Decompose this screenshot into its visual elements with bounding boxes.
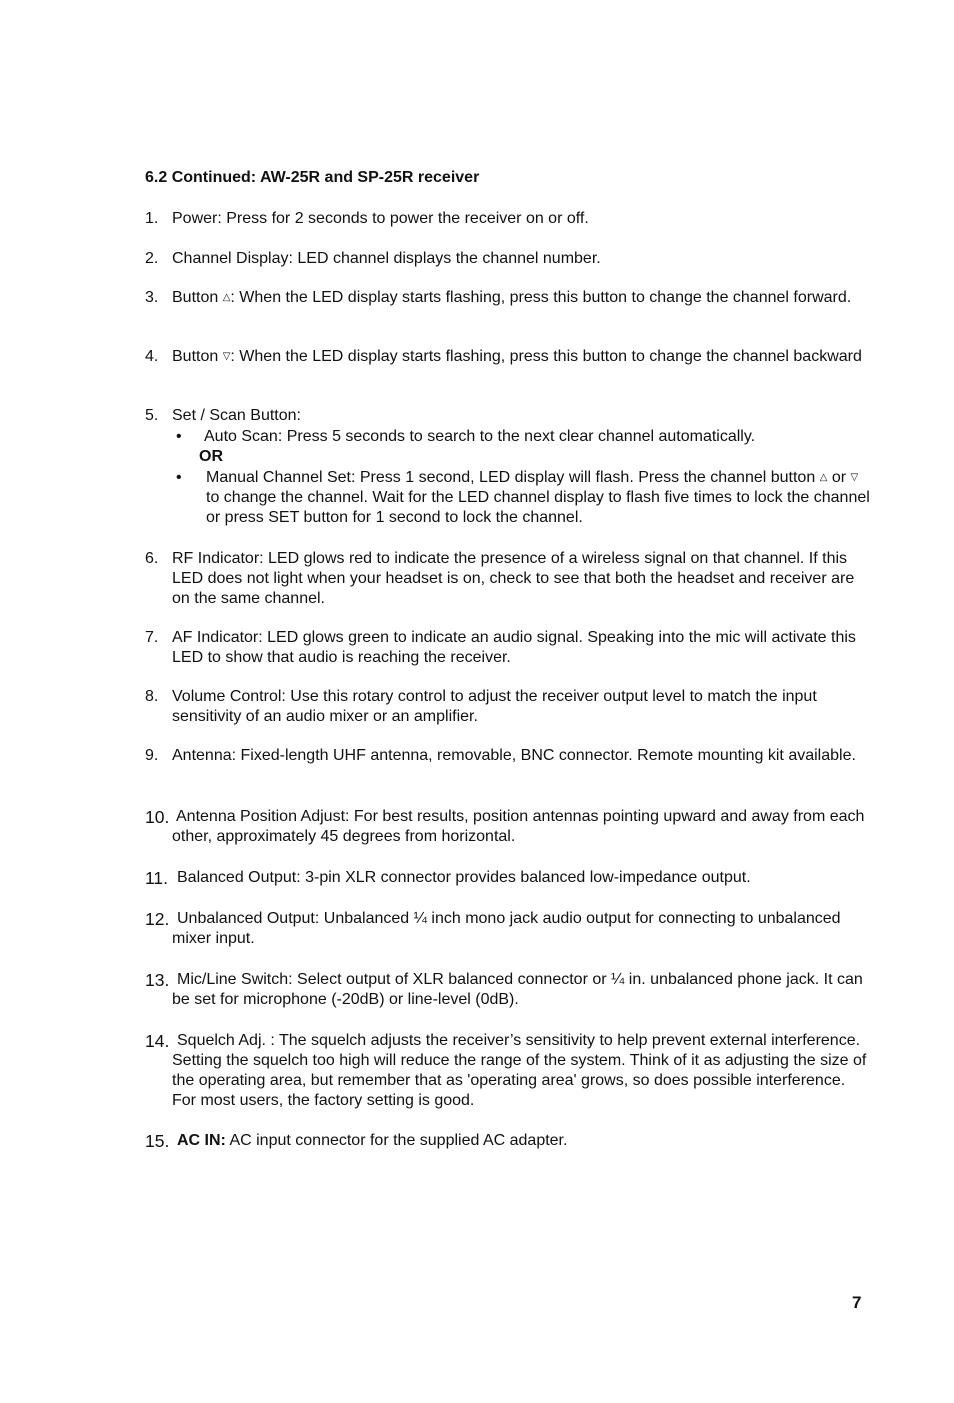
item-text: AF Indicator: LED glows green to indicate an audio signal. Speaking into the mic will activate this LED to show that audio is reaching the receiver. — [172, 629, 856, 666]
item-number: 12. — [145, 909, 170, 929]
list-item-8 — [145, 687, 870, 727]
item-number: 13. — [145, 970, 170, 990]
item-text: Mic/Line Switch: Select output of XLR balanced connector or ¼ in. unbalanced phone jack. It can be set for microphone (-20dB) or line-level (0dB). — [172, 971, 863, 1008]
or-label: OR — [199, 448, 223, 465]
item-text: AC IN: AC input connector for the supplied AC adapter. — [177, 1132, 568, 1149]
list-item-11 — [145, 868, 870, 888]
item-number: 10. — [145, 807, 170, 827]
item-number: 11. — [145, 868, 169, 888]
list-item-1 — [145, 209, 870, 229]
item-number: 7. — [145, 629, 159, 646]
item-number: 2. — [145, 250, 159, 267]
list-item-15 — [145, 1131, 870, 1151]
list-item-5 — [145, 406, 870, 426]
item-number: 14. — [145, 1031, 170, 1051]
bullet-text: Manual Channel Set: Press 1 second, LED display will flash. Press the channel button △ or ▽ to change the channel. Wait for the LED channel display to flash five times to lock the channel or press SET button for 1 second to lock the channel. — [206, 469, 870, 526]
bullet-auto-scan — [176, 427, 876, 447]
item-lead: AC IN: — [177, 1132, 226, 1149]
item-number: 1. — [145, 210, 159, 227]
triangle-up-icon: △ — [222, 292, 231, 303]
list-item-12 — [145, 909, 870, 949]
item-number: 4. — [145, 348, 159, 365]
bullet-text: Auto Scan: Press 5 seconds to search to the next clear channel automatically. — [204, 428, 756, 445]
list-item-10 — [145, 807, 870, 847]
list-item-3 — [145, 288, 870, 308]
item-text: Volume Control: Use this rotary control to adjust the receiver output level to match the input sensitivity of an audio mixer or an amplifier. — [172, 688, 817, 725]
item-text: Button △: When the LED display starts flashing, press this button to change the channel forward. — [172, 289, 852, 306]
item-number: 8. — [145, 688, 159, 705]
list-item-9 — [145, 746, 870, 766]
item-number: 3. — [145, 289, 159, 306]
triangle-down-icon: ▽ — [850, 472, 859, 483]
list-item-13 — [145, 970, 870, 1010]
list-item-6 — [145, 549, 870, 609]
item-number: 6. — [145, 550, 159, 567]
item-text: Unbalanced Output: Unbalanced ¼ inch mono jack audio output for connecting to unbalanced mixer input. — [172, 910, 841, 947]
triangle-up-icon: △ — [819, 472, 828, 483]
item-number: 15. — [145, 1131, 170, 1151]
item-text: Balanced Output: 3-pin XLR connector provides balanced low-impedance output. — [177, 869, 751, 886]
item-number: 5. — [145, 407, 159, 424]
list-item-14 — [145, 1031, 870, 1111]
item-text: Antenna: Fixed-length UHF antenna, removable, BNC connector. Remote mounting kit available. — [172, 747, 856, 764]
list-item-2 — [145, 249, 870, 269]
page-title: 6.2 Continued: AW-25R and SP-25R receiver — [145, 169, 480, 186]
page-number: 7 — [852, 1293, 862, 1312]
item-text: Power: Press for 2 seconds to power the receiver on or off. — [172, 210, 589, 227]
item-text: Set / Scan Button: — [172, 407, 301, 424]
item-text: Button ▽: When the LED display starts flashing, press this button to change the channel backward — [172, 348, 862, 365]
item-text: Channel Display: LED channel displays the channel number. — [172, 250, 601, 267]
bullet-dot: • — [176, 428, 182, 445]
bullet-manual-channel-set — [176, 468, 870, 528]
triangle-down-icon: ▽ — [222, 351, 231, 362]
bullet-dot: • — [176, 469, 182, 486]
list-item-7 — [145, 628, 870, 668]
item-text: Antenna Position Adjust: For best results, position antennas pointing upward and away from each other, approximately 45 degrees from horizontal. — [172, 808, 865, 845]
item-text: Squelch Adj. : The squelch adjusts the receiver’s sensitivity to help prevent external interference. Setting the squelch too high will reduce the range of the system. Think of it as adjusting the size of the operating area, but remember that as 'operating area' grows, so does possible interference. For most users, the factory setting is good. — [172, 1032, 867, 1109]
item-number: 9. — [145, 747, 159, 764]
list-item-4 — [145, 347, 870, 367]
item-text: RF Indicator: LED glows red to indicate the presence of a wireless signal on that channel. If this LED does not light when your headset is on, check to see that both the headset and receiver are on the same channel. — [172, 550, 855, 607]
